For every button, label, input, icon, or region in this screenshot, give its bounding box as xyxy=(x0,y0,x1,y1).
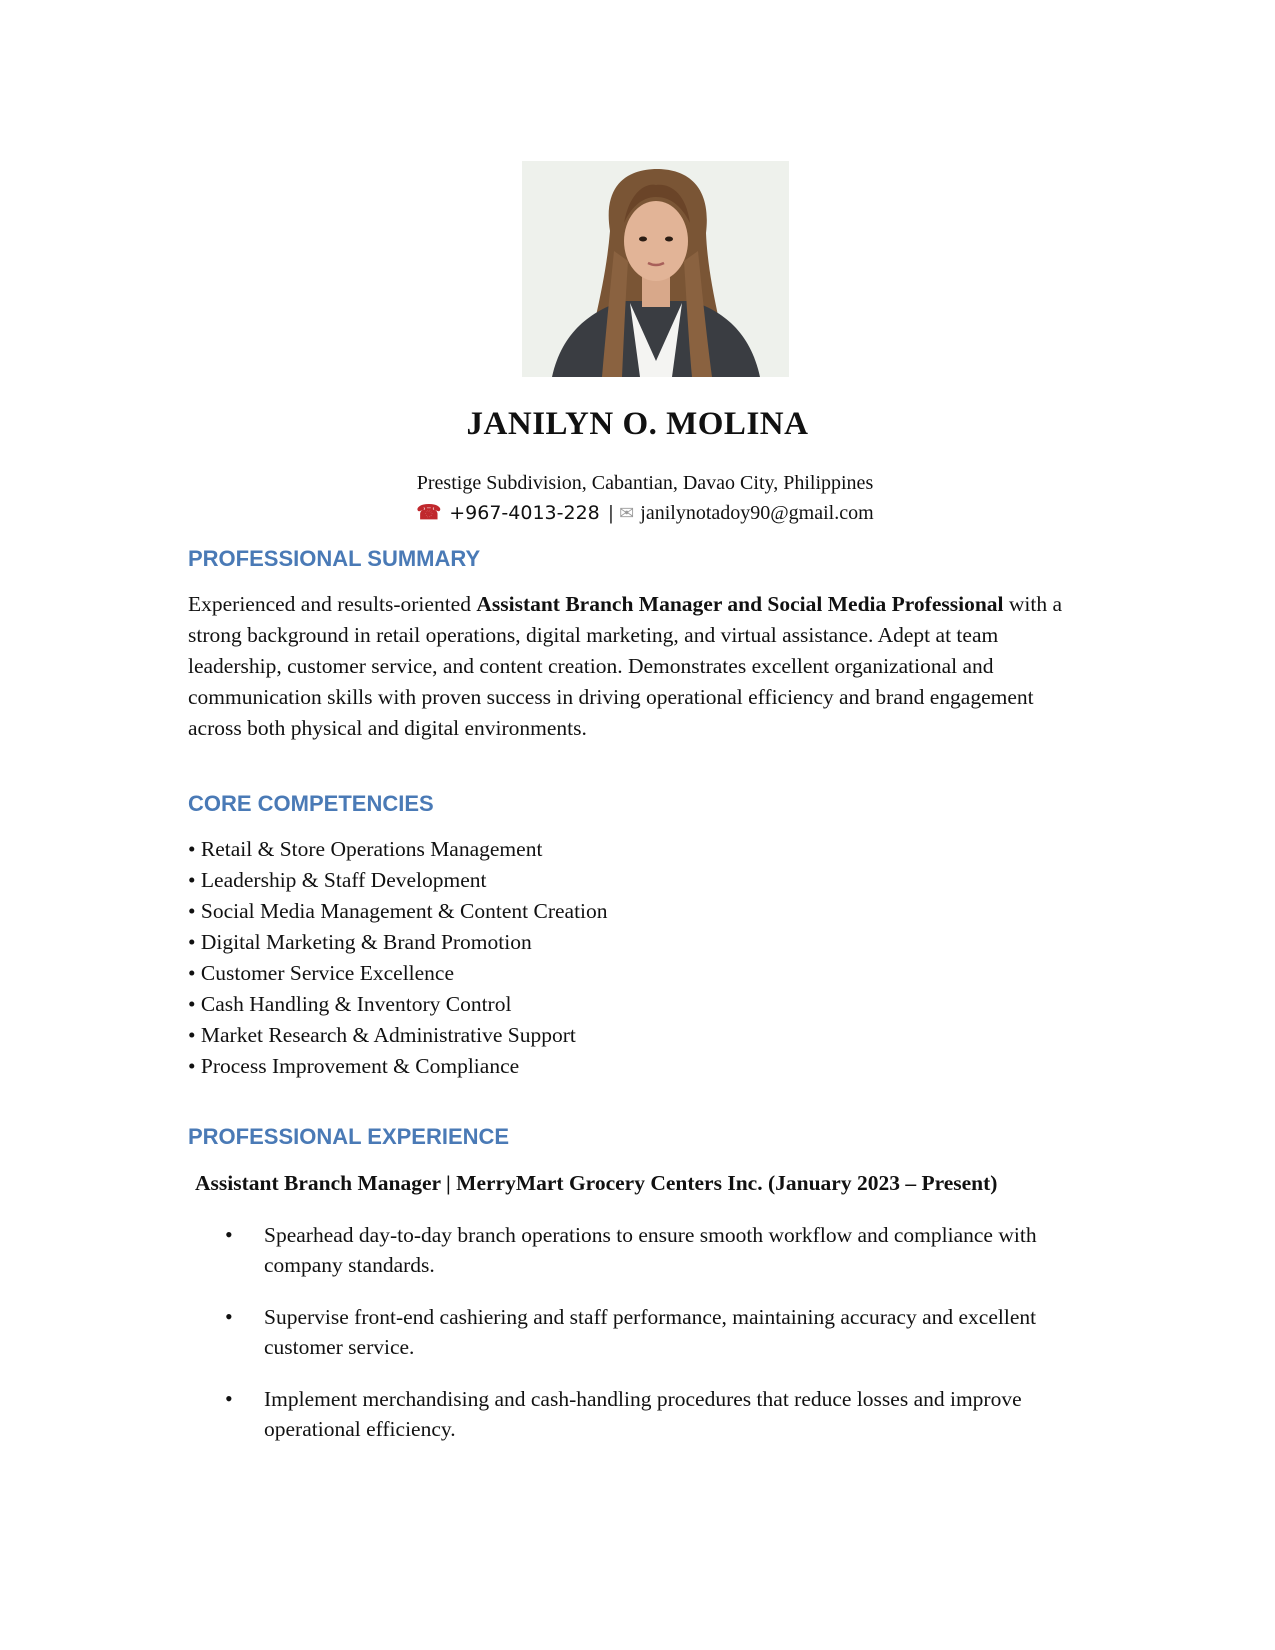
list-item xyxy=(220,1220,1080,1280)
bullet-icon: • xyxy=(225,1304,233,1329)
bullet-icon: • xyxy=(225,1222,233,1247)
professional-summary-heading: PROFESSIONAL SUMMARY xyxy=(188,546,481,571)
list-item: • Customer Service Excellence xyxy=(188,961,455,985)
core-competencies-heading: CORE COMPETENCIES xyxy=(188,791,434,816)
profile-photo xyxy=(522,161,789,377)
contact-separator: | xyxy=(608,502,614,524)
summary-intro: Experienced and results-oriented xyxy=(188,592,477,616)
summary-paragraph xyxy=(188,589,1088,744)
professional-experience-heading: PROFESSIONAL EXPERIENCE xyxy=(188,1124,510,1149)
bullet-icon: • xyxy=(225,1386,233,1411)
list-item: • Social Media Management & Content Creation xyxy=(188,899,608,923)
list-item: • Market Research & Administrative Support xyxy=(188,1023,576,1047)
duty-text: Spearhead day-to-day branch operations to ensure smooth workflow and compliance with company standards. xyxy=(264,1223,1037,1277)
envelope-icon: ✉ xyxy=(619,503,635,523)
job-title: Assistant Branch Manager | MerryMart Grocery Centers Inc. (January 2023 – Present) xyxy=(195,1171,998,1195)
duty-text: Supervise front-end cashiering and staff performance, maintaining accuracy and excellent customer service. xyxy=(264,1305,1037,1359)
phone-icon: ☎ xyxy=(416,502,442,524)
competencies-list xyxy=(188,834,608,1082)
list-item: • Digital Marketing & Brand Promotion xyxy=(188,930,532,954)
email-link[interactable]: janilynotadoy90@gmail.com xyxy=(640,502,874,524)
list-item: • Process Improvement & Compliance xyxy=(188,1054,520,1078)
duty-text: Implement merchandising and cash-handling procedures that reduce losses and improve operational efficiency. xyxy=(264,1387,1022,1441)
list-item: • Cash Handling & Inventory Control xyxy=(188,992,512,1016)
list-item xyxy=(220,1302,1080,1362)
summary-highlight: Assistant Branch Manager and Social Media Professional xyxy=(476,592,1004,616)
list-item: • Leadership & Staff Development xyxy=(188,868,487,892)
phone-number[interactable]: +967-4013-228 xyxy=(449,502,600,524)
list-item: • Retail & Store Operations Management xyxy=(188,837,543,861)
candidate-name: JANILYN O. MOLINA xyxy=(466,406,809,442)
address: Prestige Subdivision, Cabantian, Davao City, Philippines xyxy=(416,472,874,494)
summary-rest: with a strong background in retail operations, digital marketing, and virtual assistance. Adept at team leadership, customer service, and content creation. Demonstrates excellent organizational and communication skills with proven success in driving operational efficiency and brand engagement across both physical and digital environments. xyxy=(188,592,1063,740)
duties-list xyxy=(220,1220,1080,1466)
list-item xyxy=(220,1384,1080,1444)
contact-line xyxy=(0,500,1275,526)
